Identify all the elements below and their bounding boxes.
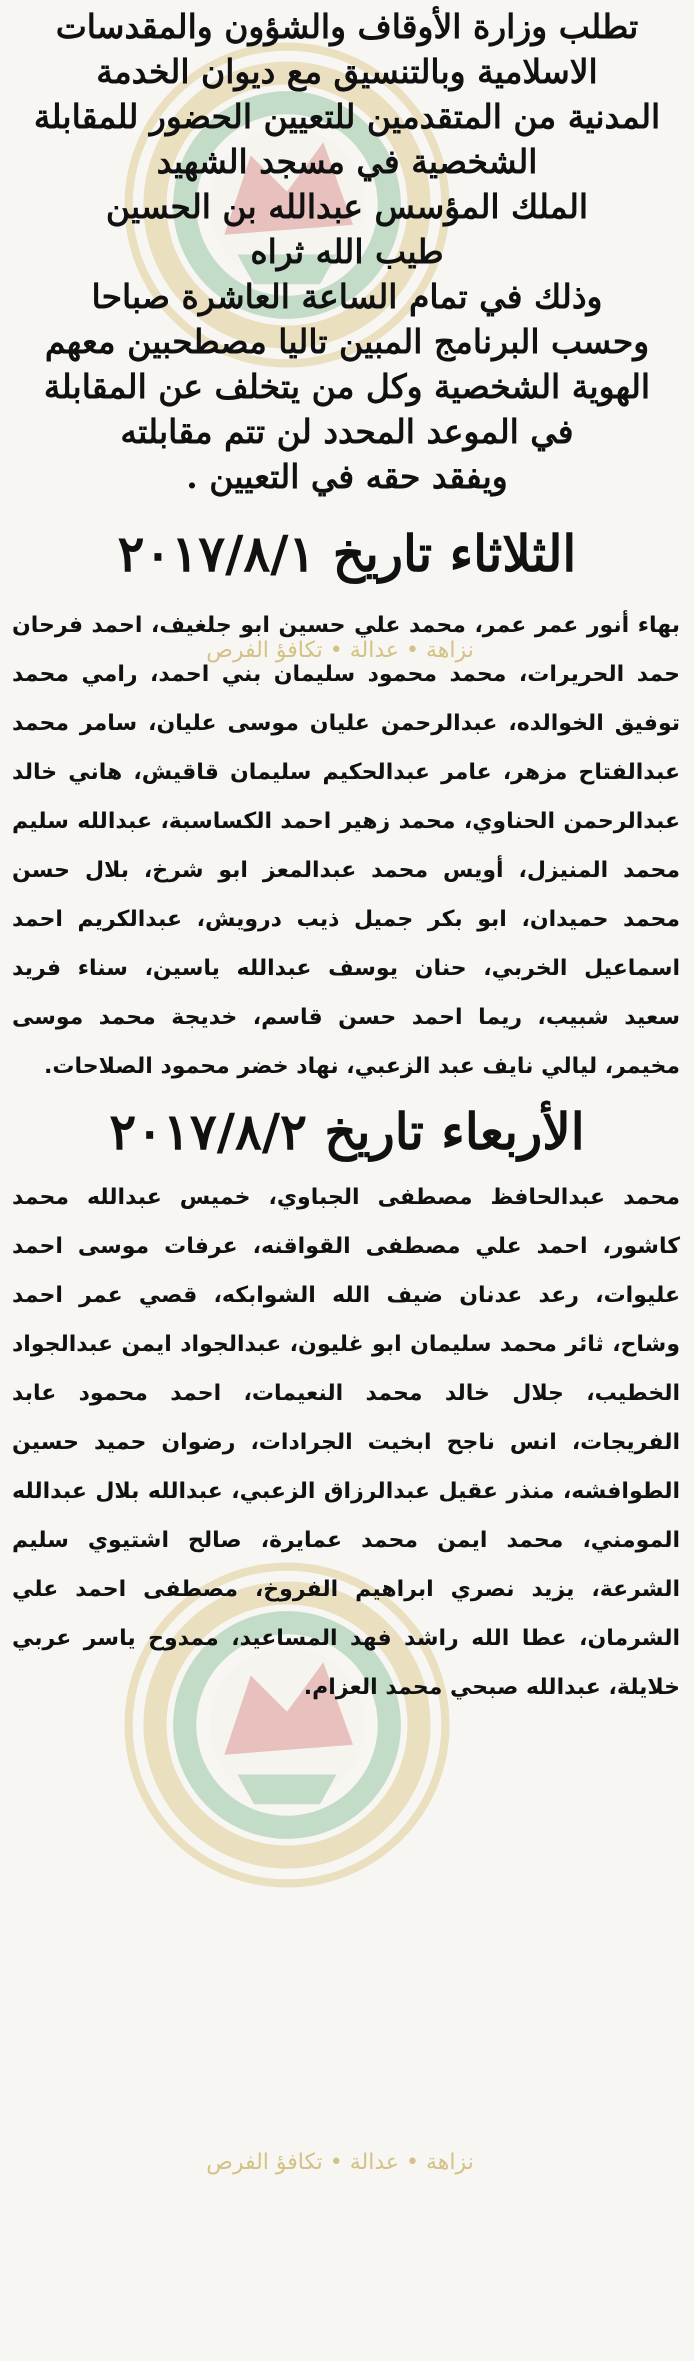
intro-line: في الموعد المحدد لن تتم مقابلته (120, 412, 574, 451)
intro-line: الهوية الشخصية وكل من يتخلف عن المقابلة (43, 367, 651, 406)
announcement-intro (0, 0, 694, 499)
watermark-slogan: نزاهة • عدالة • تكافؤ الفرص (206, 638, 474, 663)
intro-line: وذلك في تمام الساعة العاشرة صباحا (91, 277, 603, 316)
intro-line: طيب الله ثراه (250, 232, 444, 271)
intro-line: ويفقد حقه في التعيين . (186, 457, 508, 496)
intro-line: الملك المؤسس عبدالله بن الحسين (105, 187, 589, 226)
intro-line: الشخصية في مسجد الشهيد (156, 142, 538, 181)
intro-line: وحسب البرنامج المبين تاليا مصطحبين معهم (44, 322, 650, 361)
candidate-names-list: بهاء أنور عمر عمر، محمد علي حسين ابو جلغيف، احمد فرحان حمد الحريرات، محمد محمود سليمان بني احمد، رامي محمد توفيق الخوالده، عبدالرحمن عليان موسى عليان، سامر محمد عبدالفتاح مزهر، عامر عبدالحكيم سليمان قاقيش، هاني خالد عبدالرحمن الحناوي، محمد زهير احمد الكساسبة، عبدالله سليم محمد المنيزل، أويس محمد عبدالمعز ابو شرخ، بلال حسن محمد حميدان، ابو بكر جميل ذيب درويش، عبدالكريم احمد اسماعيل الخربي، حنان يوسف عبدالله ياسين، سناء فريد سعيد شبيب، ريما احمد حسن قاسم، خديجة محمد موسى مخيمر، ليالي نايف عبد الزعبي، نهاد خضر محمود الصلاحات. (12, 613, 680, 1079)
intro-line: الاسلامية وبالتنسيق مع ديوان الخدمة (96, 52, 598, 91)
intro-line: تطلب وزارة الأوقاف والشؤون والمقدسات (55, 7, 639, 46)
candidate-names-list: محمد عبدالحافظ مصطفى الجباوي، خميس عبدالله محمد كاشور، احمد علي مصطفى القواقنه، عرفات موسى احمد عليوات، رعد عدنان ضيف الله الشوابكه، قصي عمر احمد وشاح، ثائر محمد سليمان ابو غليون، عبدالجواد ايمن عبدالجواد الخطيب، جلال خالد محمد النعيمات، احمد محمود عابد الفريجات، انس ناجح ابخيت الجرادات، رضوان حميد حسين الطوافشه، منذر عقيل عبدالرزاق الزعبي، عبدالله بلال عبدالله المومني، محمد ايمن محمد عمايرة، صالح اشتيوي سليم الشرعة، يزيد نصري ابراهيم الفروخ، مصطفى احمد علي الشرمان، عطا الله راشد فهد المساعيد، ممدوح ياسر عربي خلايلة، عبدالله صبحي محمد العزام. (12, 1185, 680, 1700)
session-date-heading: الثلاثاء تاريخ ٢٠١٧/٨/١ (117, 524, 577, 583)
session-date-heading: الأربعاء تاريخ ٢٠١٧/٨/٢ (109, 1102, 585, 1161)
intro-line: المدنية من المتقدمين للتعيين الحضور للمقابلة (33, 97, 661, 136)
watermark-slogan: نزاهة • عدالة • تكافؤ الفرص (206, 2150, 474, 2175)
